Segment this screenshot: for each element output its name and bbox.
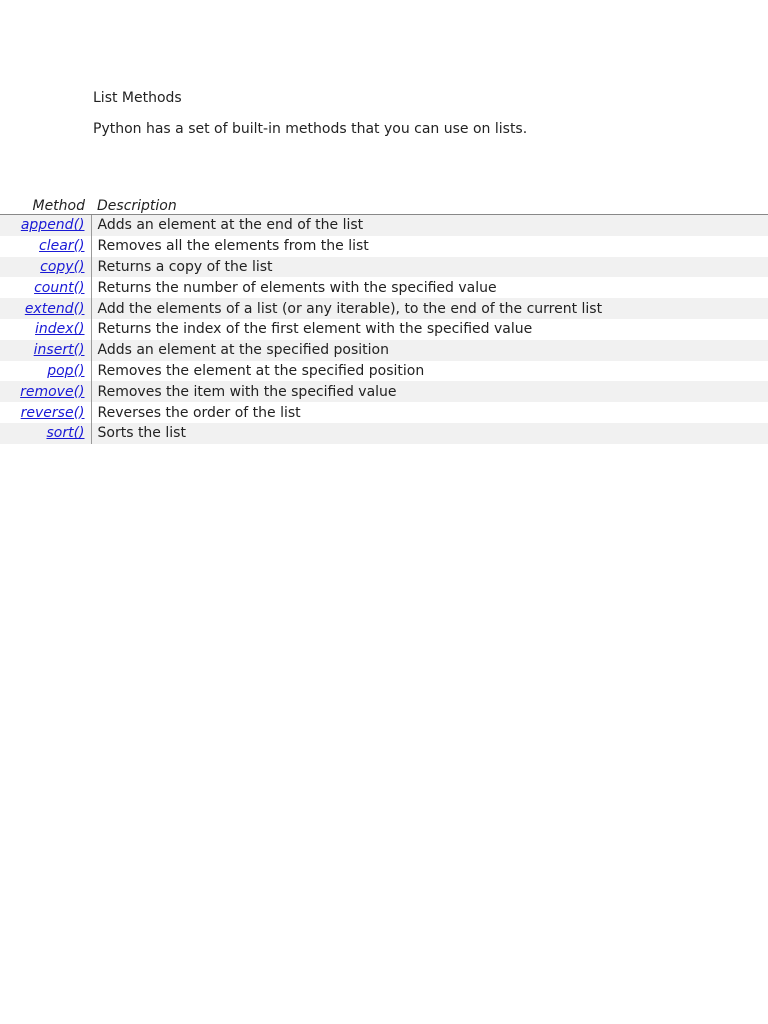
table-row <box>0 277 768 298</box>
table-row <box>0 340 768 361</box>
table-row <box>0 298 768 319</box>
method-cell <box>0 423 91 444</box>
table-header-row <box>0 193 768 215</box>
page-title: List Methods <box>93 90 182 106</box>
table-row <box>0 361 768 382</box>
table-row <box>0 319 768 340</box>
description-cell: Adds an element at the specified position <box>91 340 768 361</box>
description-cell: Returns the index of the first element with the specified value <box>91 319 768 340</box>
table-row <box>0 257 768 278</box>
method-link-insert[interactable]: insert() <box>33 342 85 359</box>
table-row <box>0 381 768 402</box>
method-cell <box>0 381 91 402</box>
description-cell: Adds an element at the end of the list <box>91 215 768 236</box>
method-cell <box>0 277 91 298</box>
method-cell <box>0 298 91 319</box>
method-cell <box>0 361 91 382</box>
method-cell <box>0 215 91 236</box>
table-row <box>0 423 768 444</box>
method-link-clear[interactable]: clear() <box>39 238 85 255</box>
method-cell <box>0 236 91 257</box>
description-cell: Removes the element at the specified position <box>91 361 768 382</box>
method-link-reverse[interactable]: reverse() <box>20 404 85 421</box>
method-link-copy[interactable]: copy() <box>40 258 85 275</box>
method-link-index[interactable]: index() <box>35 321 85 338</box>
description-cell: Sorts the list <box>91 423 768 444</box>
description-cell: Removes all the elements from the list <box>91 236 768 257</box>
table-row <box>0 236 768 257</box>
method-column-header: Method <box>0 193 91 215</box>
description-cell: Returns a copy of the list <box>91 257 768 278</box>
method-link-sort[interactable]: sort() <box>46 425 85 442</box>
method-link-remove[interactable]: remove() <box>20 383 85 400</box>
method-cell <box>0 340 91 361</box>
method-cell <box>0 319 91 340</box>
description-cell: Returns the number of elements with the specified value <box>91 277 768 298</box>
list-methods-table <box>0 193 768 444</box>
table-row <box>0 402 768 423</box>
description-cell: Reverses the order of the list <box>91 402 768 423</box>
method-link-extend[interactable]: extend() <box>24 300 85 317</box>
method-cell <box>0 402 91 423</box>
description-cell: Removes the item with the specified value <box>91 381 768 402</box>
method-link-append[interactable]: append() <box>20 217 85 234</box>
intro-paragraph: Python has a set of built-in methods that you can use on lists. <box>93 121 528 137</box>
table-row <box>0 215 768 236</box>
description-cell: Add the elements of a list (or any iterable), to the end of the current list <box>91 298 768 319</box>
description-column-header: Description <box>91 193 768 215</box>
method-link-pop[interactable]: pop() <box>47 362 85 379</box>
method-cell <box>0 257 91 278</box>
method-link-count[interactable]: count() <box>34 279 85 296</box>
